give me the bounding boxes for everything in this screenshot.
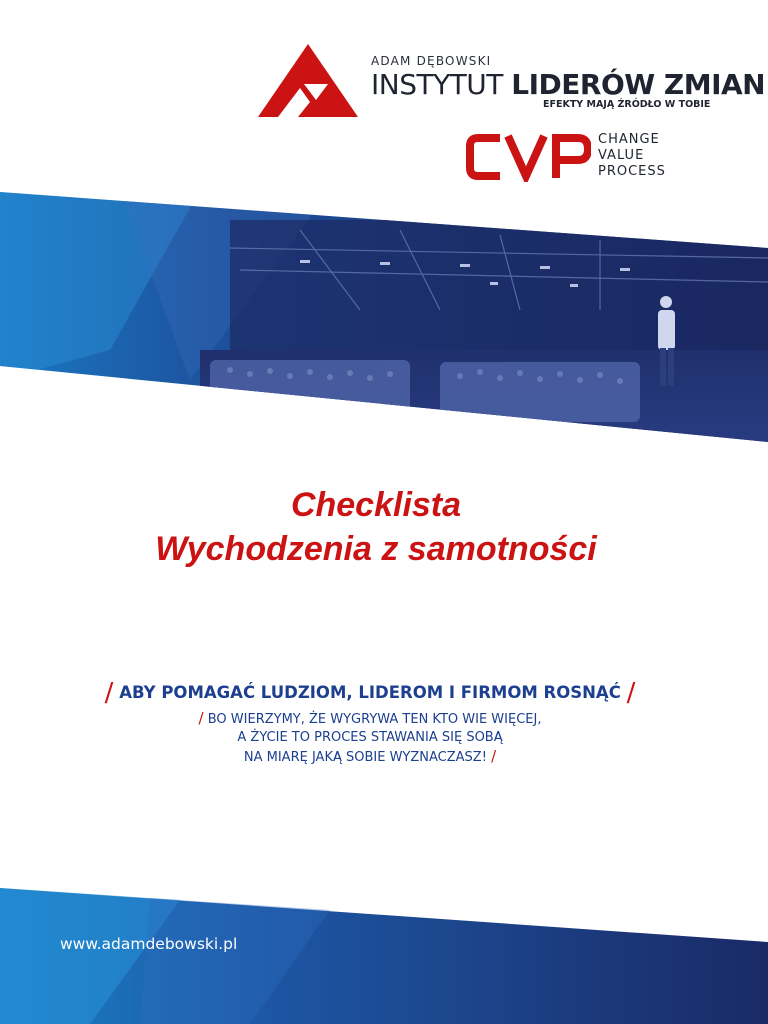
- slash-sub-left: /: [198, 709, 204, 727]
- mission-headline: [0, 677, 740, 709]
- brand-name-thin: INSTYTUT: [371, 68, 512, 101]
- slash-right: /: [626, 678, 636, 708]
- cvp-letters-icon: [466, 132, 591, 182]
- brand-tagline: EFEKTY MAJĄ ŹRÓDŁO W TOBIE: [543, 99, 711, 110]
- cvp-word-change: CHANGE: [598, 132, 660, 147]
- red-triangle-a-logo-icon: [258, 44, 358, 119]
- document-title: [0, 483, 752, 571]
- title-line-2: Wychodzenia z samotności: [155, 530, 597, 568]
- website-link[interactable]: www.adamdebowski.pl: [60, 935, 238, 953]
- cvp-logo: [466, 132, 706, 182]
- mission-line-2: A ŻYCIE TO PROCES STAWANIA SIĘ SOBĄ: [237, 730, 503, 745]
- header-logo: [258, 44, 766, 124]
- conference-banner: [0, 190, 768, 470]
- mission-headline-text: ABY POMAGAĆ LUDZIOM, LIDEROM I FIRMOM ROSNĄĆ: [119, 683, 621, 702]
- mission-line-1: [0, 709, 740, 729]
- cvp-word-value: VALUE: [598, 148, 645, 163]
- mission-subtext: [0, 709, 740, 767]
- mission-statement: [0, 677, 740, 767]
- mission-line-3-text: NA MIARĘ JAKĄ SOBIE WYZNACZASZ!: [243, 750, 487, 765]
- slash-left: /: [104, 678, 114, 708]
- slash-sub-right: /: [491, 747, 497, 765]
- mission-line-1-text: BO WIERZYMY, ŻE WYGRYWA TEN KTO WIE WIĘCEJ,: [207, 712, 542, 727]
- author-name: ADAM DĘBOWSKI: [371, 54, 492, 68]
- brand-name-bold: LIDERÓW ZMIAN: [511, 68, 766, 101]
- mission-line-3: [0, 747, 740, 767]
- cvp-word-process: PROCESS: [598, 164, 666, 179]
- title-line-1: Checklista: [290, 486, 462, 524]
- brand-name: [371, 68, 765, 101]
- cvp-words: [598, 132, 666, 180]
